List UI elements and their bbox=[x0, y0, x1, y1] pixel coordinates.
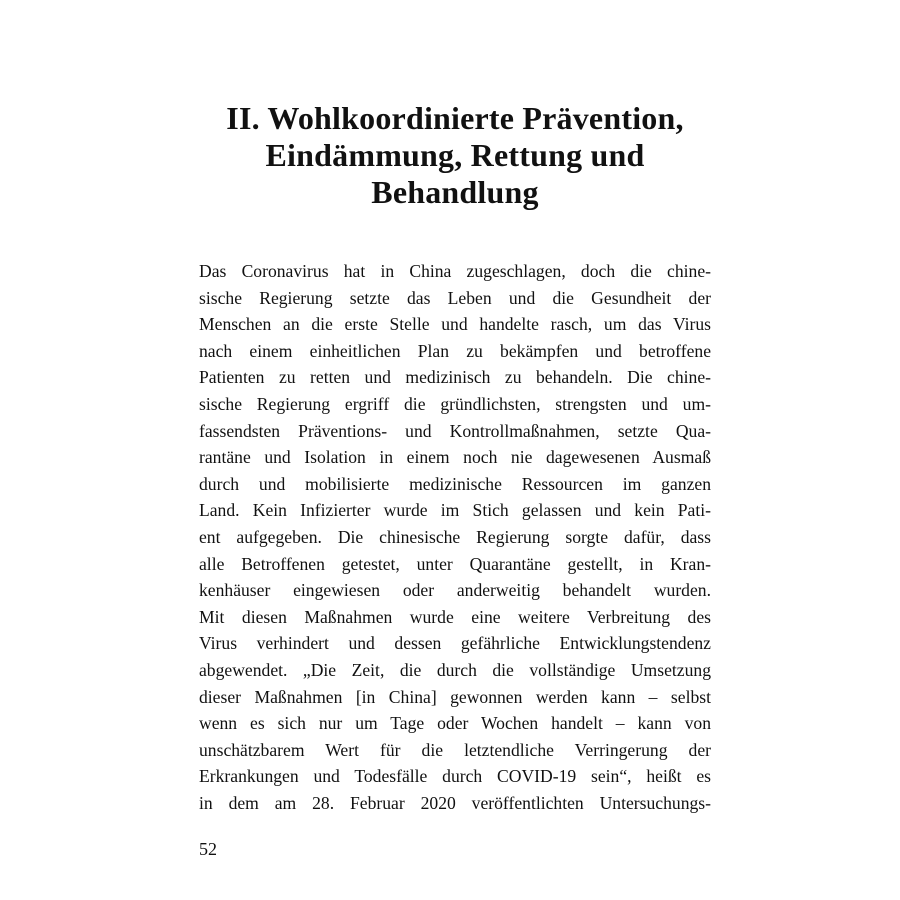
body-line: nach einem einheitlichen Plan zu bekämpfen und betroffene bbox=[199, 340, 711, 361]
page-number: 52 bbox=[199, 839, 217, 859]
body-line: unschätzbarem Wert für die letztendliche Verringerung der bbox=[199, 739, 711, 760]
chapter-title bbox=[150, 100, 760, 211]
chapter-title-line-1: II. Wohlkoordinierte Prävention, bbox=[226, 100, 684, 136]
body-line: wenn es sich nur um Tage oder Wochen handelt – kann von bbox=[199, 713, 711, 734]
body-line: sische Regierung setzte das Leben und die Gesundheit der bbox=[199, 287, 711, 308]
body-line: ent aufgegeben. Die chinesische Regierung sorgte dafür, dass bbox=[199, 526, 711, 547]
body-line: Mit diesen Maßnahmen wurde eine weitere Verbreitung des bbox=[199, 606, 711, 627]
body-line: Virus verhindert und dessen gefährliche Entwicklungstendenz bbox=[199, 633, 711, 654]
chapter-title-line-3: Behandlung bbox=[371, 174, 539, 210]
body-paragraph bbox=[199, 258, 711, 816]
body-line: alle Betroffenen getestet, unter Quarantäne gestellt, in Kran- bbox=[199, 553, 711, 574]
body-line: Patienten zu retten und medizinisch zu behandeln. Die chine- bbox=[199, 367, 711, 388]
body-line: Erkrankungen und Todesfälle durch COVID-19 sein“, heißt es bbox=[199, 766, 711, 787]
body-line: Das Coronavirus hat in China zugeschlagen, doch die chine- bbox=[199, 261, 711, 281]
body-line: in dem am 28. Februar 2020 veröffentlichten Untersuchungs- bbox=[199, 792, 711, 813]
body-line: abgewendet. „Die Zeit, die durch die vollständige Umsetzung bbox=[199, 659, 711, 680]
body-line: sische Regierung ergriff die gründlichsten, strengsten und um- bbox=[199, 393, 711, 414]
body-line: rantäne und Isolation in einem noch nie dagewesenen Ausmaß bbox=[199, 447, 711, 468]
body-line: durch und mobilisierte medizinische Ressourcen im ganzen bbox=[199, 473, 711, 494]
chapter-title-line-2: Eindämmung, Rettung und bbox=[265, 137, 645, 173]
body-line: fassendsten Präventions- und Kontrollmaßnahmen, setzte Qua- bbox=[199, 420, 711, 441]
body-line: kenhäuser eingewiesen oder anderweitig behandelt wurden. bbox=[199, 580, 711, 601]
body-line: dieser Maßnahmen [in China] gewonnen werden kann – selbst bbox=[199, 686, 711, 707]
body-line: Menschen an die erste Stelle und handelte rasch, um das Virus bbox=[199, 314, 711, 335]
body-line: Land. Kein Infizierter wurde im Stich gelassen und kein Pati- bbox=[199, 500, 711, 521]
